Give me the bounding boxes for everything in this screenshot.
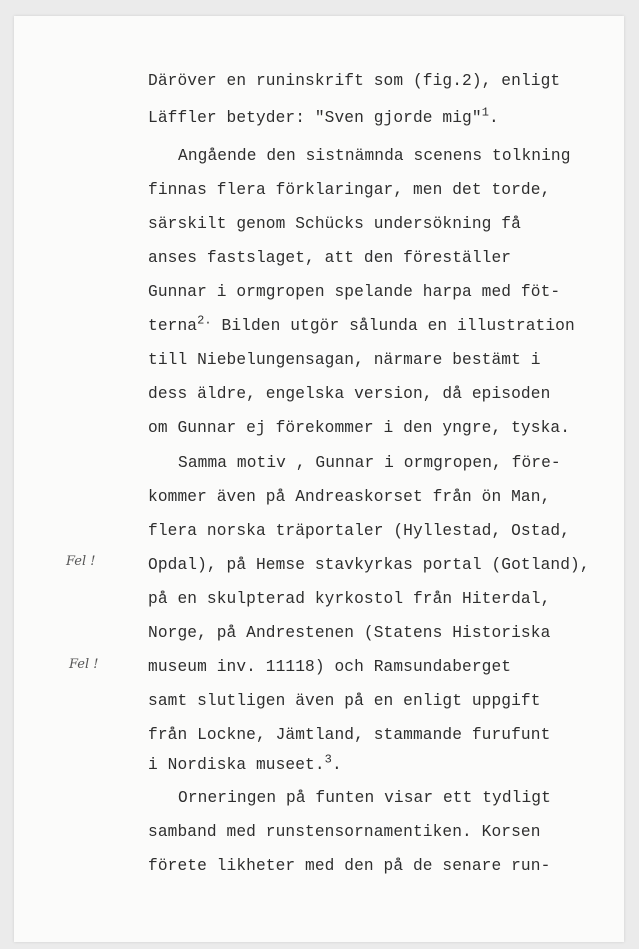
text-line-22: Orneringen på funten visar ett tydligt — [178, 789, 551, 807]
text-line-7: Gunnar i ormgropen spelande harpa med föt- — [148, 283, 561, 301]
margin-note-2: Fel ! — [69, 657, 99, 672]
text-line-8: terna$^{2.}$ Bilden utgör sålunda en illustration — [148, 313, 575, 335]
footnote-ref-1: 1 — [481, 105, 489, 120]
text-line-6: anses fastslaget, att den föreställer — [148, 249, 512, 267]
text-line-18: museum inv. 11118) och Ramsundaberget — [148, 658, 512, 676]
footnote-ref-3: 3 — [324, 752, 332, 767]
text-line-19: samt slutligen även på en enligt uppgift — [148, 692, 541, 710]
text-line-16: på en skulpterad kyrkostol från Hiterdal, — [148, 590, 551, 608]
text-line-9: till Niebelungensagan, närmare bestämt i — [148, 351, 541, 369]
text-line-12: Samma motiv , Gunnar i ormgropen, före- — [178, 454, 561, 472]
text-line-23: samband med runstensornamentiken. Korsen — [148, 823, 541, 841]
text-line-15: Opdal), på Hemse stavkyrkas portal (Gotland), — [148, 556, 590, 574]
document-page — [14, 16, 624, 942]
text-line-5: särskilt genom Schücks undersökning få — [148, 215, 521, 233]
text-line-4: finnas flera förklaringar, men det torde, — [148, 181, 551, 199]
margin-note-1: Fel ! — [66, 554, 96, 569]
text-line-11: om Gunnar ej förekommer i den yngre, tyska. — [148, 419, 571, 437]
text-line-1: Däröver en runinskrift som (fig.2), enligt — [148, 72, 561, 90]
text-line-10: dess äldre, engelska version, då episoden — [148, 385, 551, 403]
text-line-3: Angående den sistnämnda scenens tolkning — [178, 147, 571, 165]
footnote-ref-2: 2. — [197, 313, 212, 328]
text-line-17: Norge, på Andrestenen (Statens Historiska — [148, 624, 551, 642]
text-line-21: i Nordiska museet.$^3$. — [148, 752, 342, 774]
text-line-13: kommer även på Andreaskorset från ön Man, — [148, 488, 551, 506]
text-line-2: Läffler betyder: "Sven gjorde mig"$^1$. — [148, 105, 499, 127]
text-line-14: flera norska träportaler (Hyllestad, Ostad, — [148, 522, 571, 540]
text-line-24: förete likheter med den på de senare run- — [148, 857, 551, 875]
text-line-20: från Lockne, Jämtland, stammande furufunt — [148, 726, 551, 744]
